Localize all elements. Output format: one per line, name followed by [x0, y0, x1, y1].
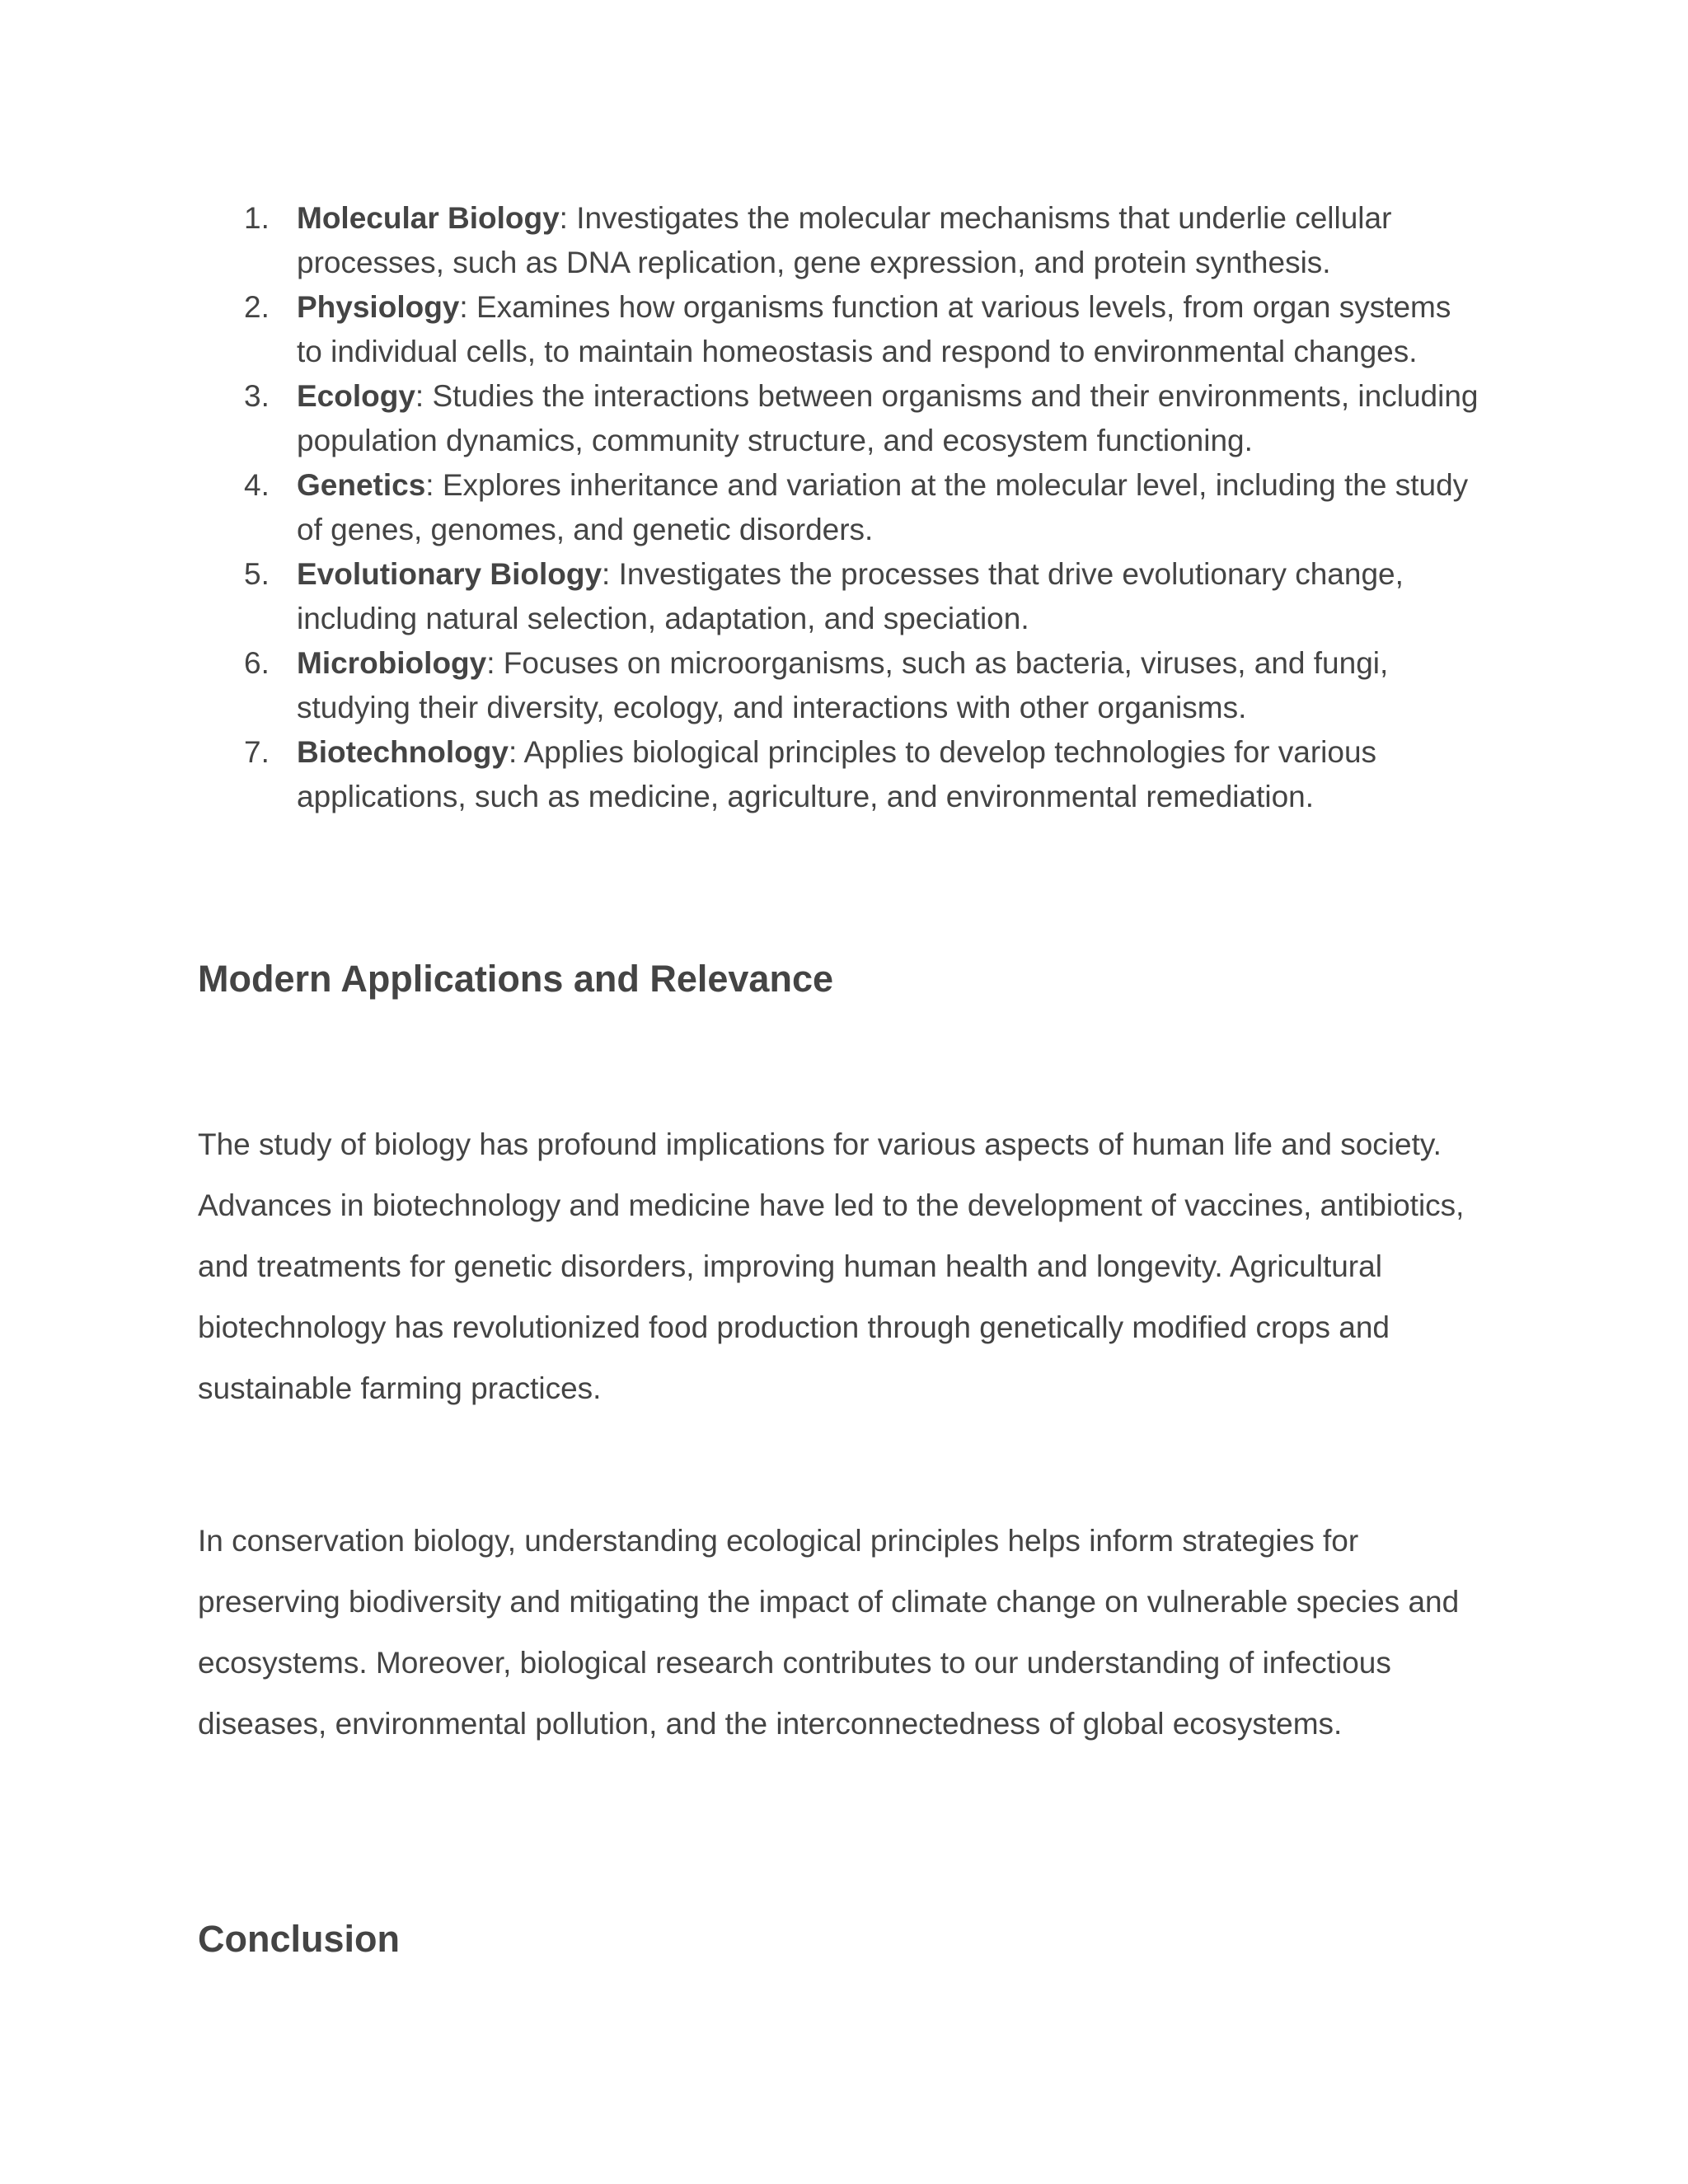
- list-item-term: Ecology: [297, 379, 415, 413]
- list-item-description: : Investigates the processes that drive evolutionary change, including natural selection, adaptation, and speciation.: [297, 557, 1404, 635]
- list-item: [198, 552, 1484, 641]
- list-item-number: 4.: [244, 468, 270, 502]
- list-item-description: : Focuses on microorganisms, such as bacteria, viruses, and fungi, studying their diversity, ecology, and interactions with other organisms.: [297, 646, 1389, 724]
- modern-applications-paragraph-2: In conservation biology, understanding ecological principles helps inform strategies for preserving biodiversity and mitigating the impact of climate change on vulnerable species and ecosystems. Moreover, biological research contributes to our understanding of infectious diseases, environmental pollution, and the interconnectedness of global ecosystems.: [198, 1524, 1460, 1741]
- list-item-term: Molecular Biology: [297, 201, 560, 235]
- list-item-description: : Applies biological principles to develop technologies for various applications, such as medicine, agriculture, and environmental remediation.: [297, 735, 1377, 813]
- list-item-term: Microbiology: [297, 646, 487, 680]
- list-item-number: 6.: [244, 646, 270, 680]
- list-item: [198, 463, 1484, 552]
- list-item-term: Evolutionary Biology: [297, 557, 603, 591]
- list-item-description: : Investigates the molecular mechanisms that underlie cellular processes, such as DNA replication, gene expression, and protein synthesis.: [297, 201, 1392, 279]
- biology-fields-list: [198, 196, 1484, 819]
- modern-applications-heading: Modern Applications and Relevance: [198, 958, 833, 1000]
- list-item: [198, 196, 1484, 285]
- list-item-description: : Explores inheritance and variation at the molecular level, including the study of genes, genomes, and genetic disorders.: [297, 468, 1469, 546]
- list-item-term: Genetics: [297, 468, 426, 502]
- list-item: [198, 374, 1484, 463]
- list-item-description: : Examines how organisms function at various levels, from organ systems to individual cells, to maintain homeostasis and respond to environmental changes.: [297, 290, 1451, 368]
- list-item-number: 3.: [244, 379, 270, 413]
- list-item-number: 2.: [244, 290, 270, 324]
- list-item-number: 7.: [244, 735, 270, 769]
- list-item-number: 5.: [244, 557, 270, 591]
- list-item: [198, 641, 1484, 730]
- list-item-description: : Studies the interactions between organisms and their environments, including population dynamics, community structure, and ecosystem functioning.: [297, 379, 1479, 457]
- list-item: [198, 730, 1484, 819]
- list-item-term: Biotechnology: [297, 735, 509, 769]
- list-item: [198, 285, 1484, 374]
- list-item-term: Physiology: [297, 290, 460, 324]
- conclusion-heading: Conclusion: [198, 1918, 400, 1960]
- modern-applications-paragraph-1: The study of biology has profound implications for various aspects of human life and society. Advances in biotechnology and medicine have led to the development of vaccines, antibiotics, and treatments for genetic disorders, improving human health and longevity. Agricultural biotechnology has revolutionized food production through genetically modified crops and sustainable farming practices.: [198, 1127, 1465, 1405]
- list-item-number: 1.: [244, 201, 270, 235]
